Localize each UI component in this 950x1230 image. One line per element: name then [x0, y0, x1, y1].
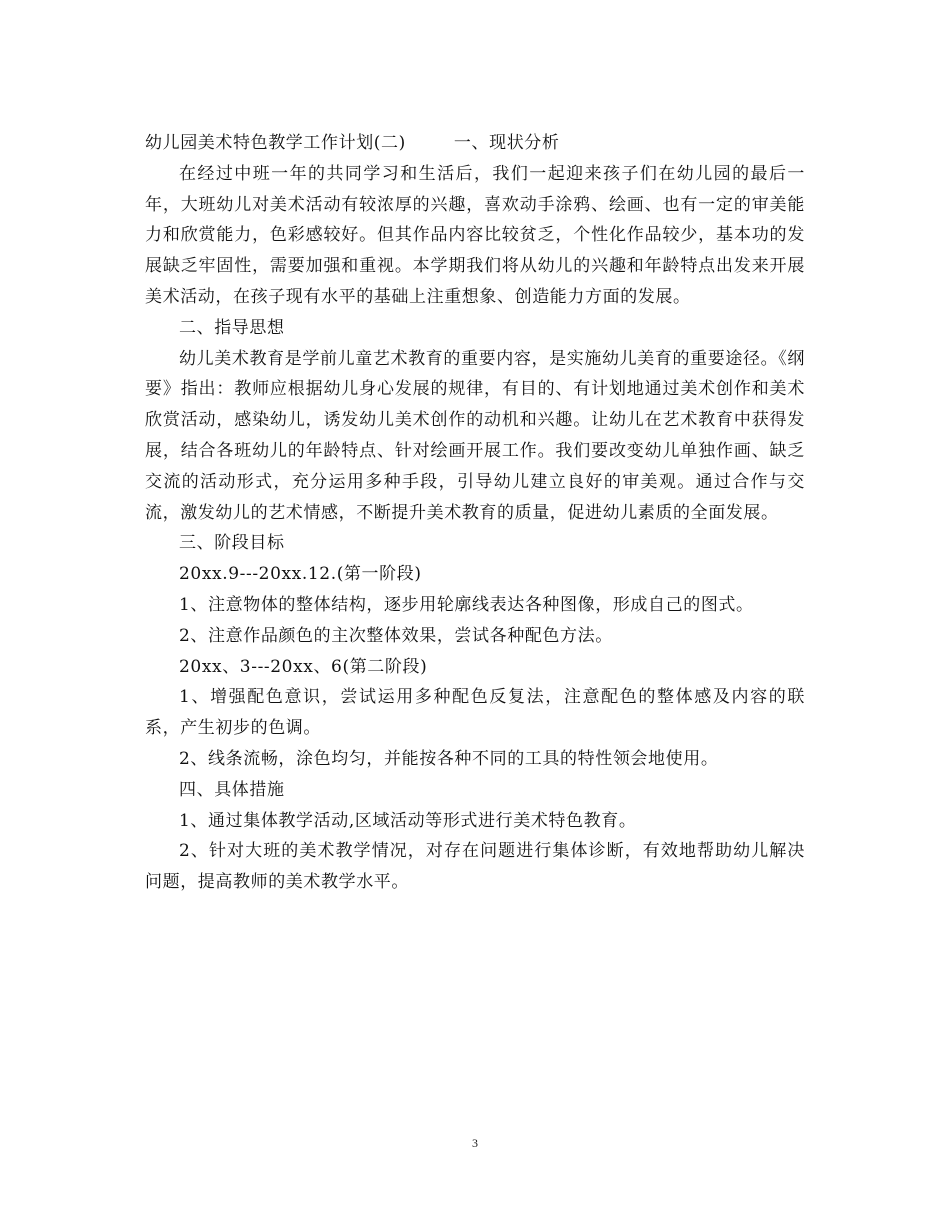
page-number: 3 — [472, 1136, 478, 1150]
stage-2-goal-1: 1、增强配色意识，尝试运用多种配色反复法，注意配色的整体感及内容的联系，产生初步的色调。 — [145, 687, 805, 739]
paragraph-2: 幼儿美术教育是学前儿童艺术教育的重要内容，是实施幼儿美育的重要途径。《纲要》指出：教师应根据幼儿身心发展的规律，有目的、有计划地通过美术创作和美术欣赏活动，感染幼儿，诱发幼儿美术创作的动机和兴趣。让幼儿在艺术教育中获得发展，结合各班幼儿的年龄特点、针对绘画开展工作。我们要改变幼儿单独作画、缺乏交流的活动形式，充分运用多种手段，引导幼儿建立良好的审美观。通过合作与交流，激发幼儿的艺术情感，不断提升美术教育的质量，促进幼儿素质的全面发展。 — [145, 348, 805, 523]
section-heading-3: 三、阶段目标 — [179, 533, 285, 554]
stage-1-goal-2: 2、注意作品颜色的主次整体效果，尝试各种配色方法。 — [179, 625, 613, 646]
measure-2: 2、针对大班的美术教学情况，对存在问题进行集体诊断，有效地帮助幼儿解决问题，提高教师的美术教学水平。 — [145, 841, 805, 893]
stage-1-label: 20xx.9---20xx.12.(第一阶段) — [179, 564, 422, 585]
stage-2-label: 20xx、3---20xx、6(第二阶段) — [179, 656, 428, 677]
document-title: 幼儿园美术特色教学工作计划(二) — [145, 133, 406, 153]
stage-2-goal-2: 2、线条流畅，涂色均匀，并能按各种不同的工具的特性领会地使用。 — [179, 748, 719, 769]
measure-1: 1、通过集体教学活动,区域活动等形式进行美术特色教育。 — [179, 810, 637, 831]
stage-1-goal-1: 1、注意物体的整体结构，逐步用轮廓线表达各种图像，形成自己的图式。 — [179, 594, 754, 615]
paragraph-1: 在经过中班一年的共同学习和生活后，我们一起迎来孩子们在幼儿园的最后一年，大班幼儿对美术活动有较浓厚的兴趣，喜欢动手涂鸦、绘画、也有一定的审美能力和欣赏能力，色彩感较好。但其作品内容比较贫乏，个性化作品较少，基本功的发展缺乏牢固性，需要加强和重视。本学期我们将从幼儿的兴趣和年龄特点出发来开展美术活动，在孩子现有水平的基础上注重想象、创造能力方面的发展。 — [145, 163, 805, 307]
section-heading-4: 四、具体措施 — [179, 779, 285, 800]
document-body — [145, 128, 805, 898]
title-line — [145, 128, 805, 159]
section-heading-2: 二、指导思想 — [179, 317, 285, 338]
section-heading-1: 一、现状分析 — [453, 133, 560, 153]
